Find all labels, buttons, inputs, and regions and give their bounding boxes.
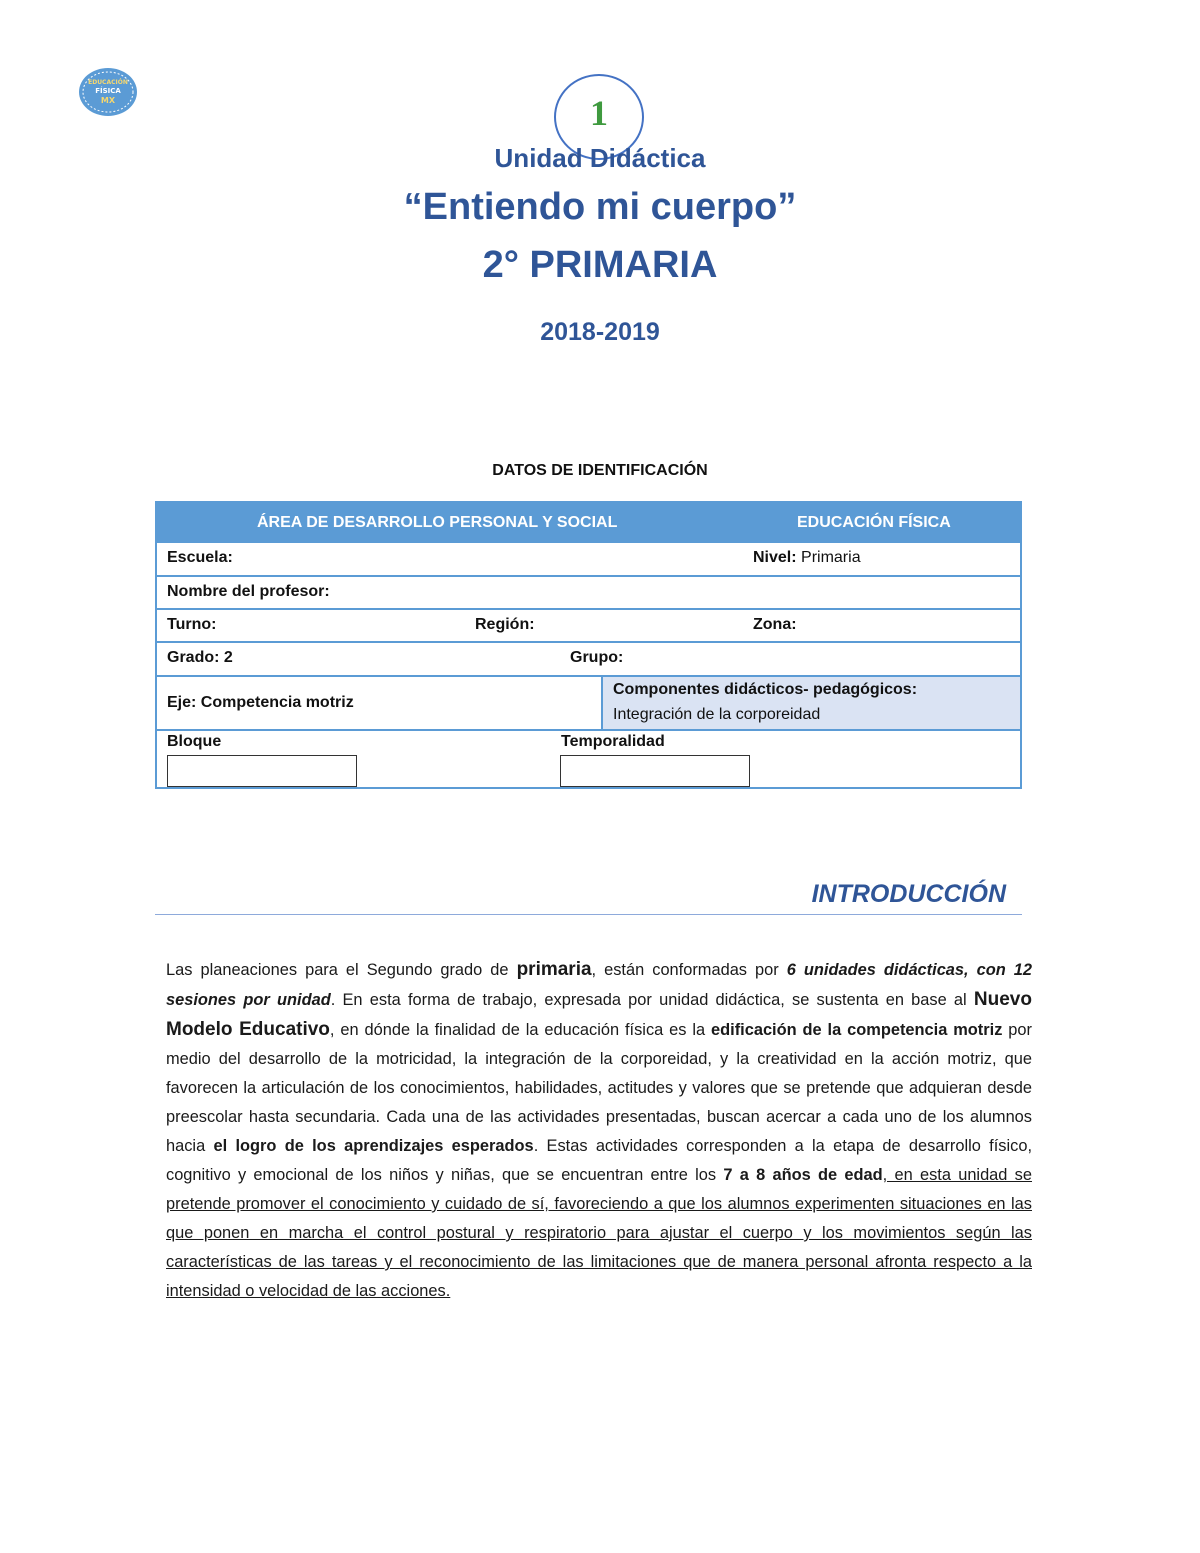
intro-text: por medio del desarrollo de la motricidad, la integración de la corporeidad, y la creatividad en la acción motriz, que favorecen la articulación de los conocimientos, habilidades, actitudes y valores que se pretende que adquieran desde preescolar hasta secundaria. Cada una de las actividades presentadas, buscan acercar a cada uno de los alumnos hacia xyxy=(166,1021,1032,1155)
intro-text: . En esta forma de trabajo, expresada por unidad didáctica, se sustenta en base al xyxy=(330,991,974,1009)
table-row xyxy=(157,543,1020,577)
turno-label: Turno: xyxy=(167,616,217,633)
table-row xyxy=(157,610,1020,643)
intro-paragraph xyxy=(166,955,1032,1306)
bloque-label: Bloque xyxy=(167,733,222,750)
intro-emphasis: edificación de la competencia motriz xyxy=(711,1021,1003,1039)
nivel-label: Nivel: xyxy=(753,549,797,566)
unit-number: 1 xyxy=(590,93,608,133)
svg-text:EDUCACIÓN: EDUCACIÓN xyxy=(88,79,128,86)
componentes-value: Integración de la corporeidad xyxy=(613,706,821,723)
intro-text: , están conformadas por xyxy=(591,961,787,979)
identification-table xyxy=(155,501,1022,789)
temporalidad-label: Temporalidad xyxy=(561,733,665,750)
componentes-cell xyxy=(601,677,1020,729)
svg-text:MX: MX xyxy=(100,96,116,105)
svg-text:FÍSICA: FÍSICA xyxy=(95,87,121,95)
componentes-label: Componentes didácticos- pedagógicos: xyxy=(613,681,918,698)
header-subject: EDUCACIÓN FÍSICA xyxy=(797,514,951,531)
nivel-field xyxy=(753,549,861,567)
table-row xyxy=(157,677,1020,731)
intro-text: . Estas actividades corresponden a la etapa de desarrollo físico, cognitivo y emocional de los niños y niñas, que se encuentran entre los xyxy=(166,1137,1032,1184)
education-fisica-mx-logo xyxy=(78,67,138,117)
temporalidad-input-box[interactable] xyxy=(560,755,750,787)
intro-text: Las planeaciones para el Segundo grado de xyxy=(166,961,517,979)
header-area: ÁREA DE DESARROLLO PERSONAL Y SOCIAL xyxy=(257,514,618,531)
escuela-label: Escuela: xyxy=(167,549,233,566)
unit-subtitle: Unidad Didáctica xyxy=(494,143,706,173)
unit-title: “Entiendo mi cuerpo” xyxy=(403,186,797,228)
table-row xyxy=(157,577,1020,610)
datos-section-title: DATOS DE IDENTIFICACIÓN xyxy=(492,462,708,479)
intro-emphasis: Nuevo Modelo Educativo xyxy=(166,989,1032,1040)
intro-emphasis: 6 unidades didácticas, con 12 sesiones por unidad xyxy=(166,961,1033,1009)
region-label: Región: xyxy=(475,616,535,633)
intro-emphasis: 7 a 8 años de edad xyxy=(723,1166,883,1184)
intro-text: , en dónde la finalidad de la educación física es la xyxy=(329,1021,712,1039)
school-year: 2018-2019 xyxy=(540,318,660,346)
profesor-label: Nombre del profesor: xyxy=(167,583,330,600)
grupo-label: Grupo: xyxy=(570,649,624,666)
intro-emphasis: primaria xyxy=(516,959,592,980)
intro-underlined-text: , en esta unidad se pretende promover el conocimiento y cuidado de sí, favoreciendo a que los alumnos experimenten situaciones en las que ponen en marcha el control postural y respiratorio para ajustar el cuerpo y los movimientos según las características de las tareas y el reconocimiento de las limitaciones que de manera personal afronta respecto a la intensidad o velocidad de las acciones. xyxy=(166,1166,1032,1300)
table-row xyxy=(157,643,1020,677)
intro-divider xyxy=(155,914,1022,915)
grade-title: 2° PRIMARIA xyxy=(482,244,718,286)
intro-emphasis: el logro de los aprendizajes esperados xyxy=(213,1137,534,1155)
zona-label: Zona: xyxy=(753,616,797,633)
bloque-input-box[interactable] xyxy=(167,755,357,787)
table-row xyxy=(157,731,1020,789)
intro-title: INTRODUCCIÓN xyxy=(811,880,1006,908)
grado-label: Grado: 2 xyxy=(167,649,233,666)
table-header-row xyxy=(157,503,1020,543)
nivel-value: Primaria xyxy=(796,549,861,566)
eje-label: Eje: Competencia motriz xyxy=(167,694,354,711)
